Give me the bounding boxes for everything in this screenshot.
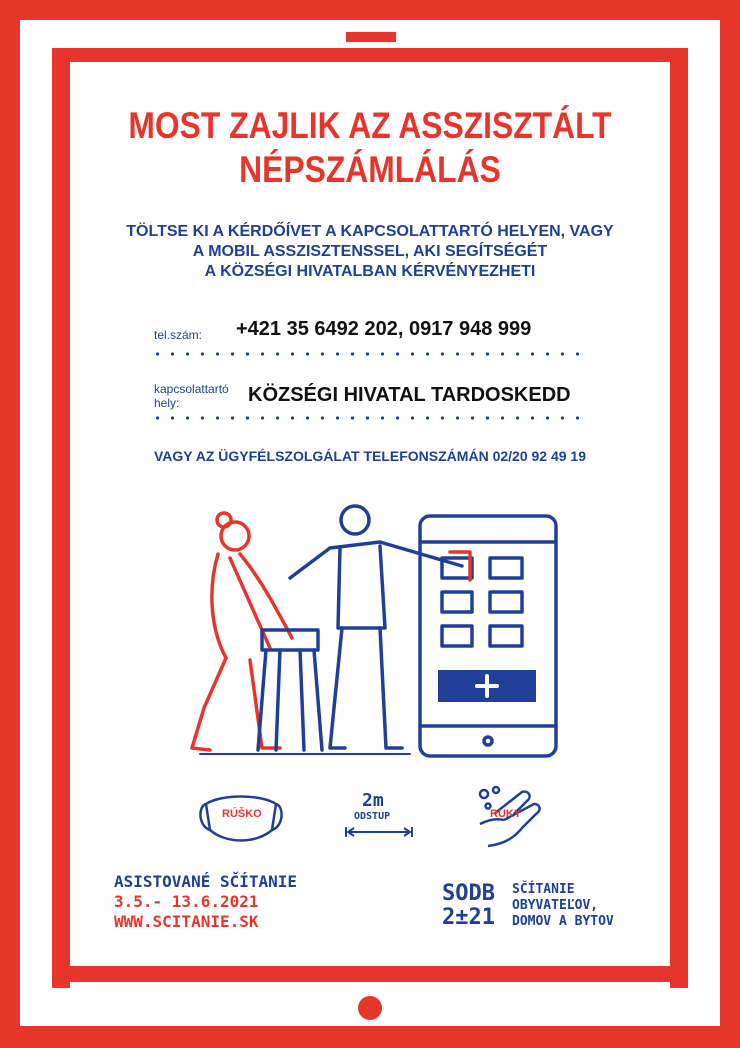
frame-inner-right-bar xyxy=(670,48,688,988)
org-name-line2: OBYVATEĽOV, xyxy=(512,898,599,913)
phone-value: +421 35 6492 202, 0917 948 999 xyxy=(236,318,532,340)
sodb-logo-line2: 2±21 xyxy=(442,905,495,930)
frame-bottom-bar xyxy=(0,1026,740,1048)
campaign-title: ASISTOVANÉ SČÍTANIE xyxy=(114,872,298,891)
walker-icon xyxy=(258,630,322,750)
phone-dotted-line xyxy=(150,352,580,356)
place-label-line1: kapcsolattartó xyxy=(154,382,229,396)
org-name-line1: SČÍTANIE xyxy=(512,882,575,897)
frame-top-tab xyxy=(346,32,396,42)
headline-line2: NÉPSZÁMLÁLÁS xyxy=(239,149,501,190)
mask-label: RÚŠKO xyxy=(222,808,262,820)
place-value: KÖZSÉGI HIVATAL TARDOSKEDD xyxy=(248,384,571,406)
frame-inner-bottom-bar xyxy=(68,966,674,982)
org-name-line3: DOMOV A BYTOV xyxy=(512,914,614,929)
frame-left-outer-bar xyxy=(0,0,20,1048)
assistance-illustration xyxy=(180,498,570,768)
helpline-text: VAGY AZ ÜGYFÉLSZOLGÁLAT TELEFONSZÁMÁN 02/20 92 49 19 xyxy=(153,448,586,464)
frame-top-bar xyxy=(0,0,740,20)
instruction-line1: TÖLTSE KI A KÉRDŐÍVET A KAPCSOLATTARTÓ HELYEN, VAGY xyxy=(126,223,614,240)
campaign-dates: 3.5.- 13.6.2021 xyxy=(114,892,259,911)
frame-inner-top-bar xyxy=(68,48,674,62)
smartphone-icon xyxy=(420,516,556,756)
distance-label: ODSTUP xyxy=(354,811,391,822)
phone-label: tel.szám: xyxy=(154,328,203,342)
place-dotted-line xyxy=(150,416,580,420)
frame-bottom-dot xyxy=(358,996,382,1020)
distance-arrow-icon xyxy=(344,826,414,838)
hands-label: RUKY xyxy=(490,808,522,820)
frame-right-outer-bar xyxy=(720,0,740,1048)
campaign-website[interactable]: WWW.SCITANIE.SK xyxy=(114,912,259,931)
instruction-line2: A MOBIL ASSZISZTENSSEL, AKI SEGÍTSÉGÉT xyxy=(192,243,548,260)
sodb-logo-line1: SODB xyxy=(442,881,495,906)
instruction-line3: A KÖZSÉGI HIVATALBAN KÉRVÉNYEZHETI xyxy=(204,263,536,280)
distance-value: 2m xyxy=(362,790,384,811)
place-label-line2: hely: xyxy=(154,396,180,410)
frame-inner-left-bar xyxy=(52,48,70,988)
headline-line1: MOST ZAJLIK AZ ASSZISZTÁLT xyxy=(128,105,612,146)
